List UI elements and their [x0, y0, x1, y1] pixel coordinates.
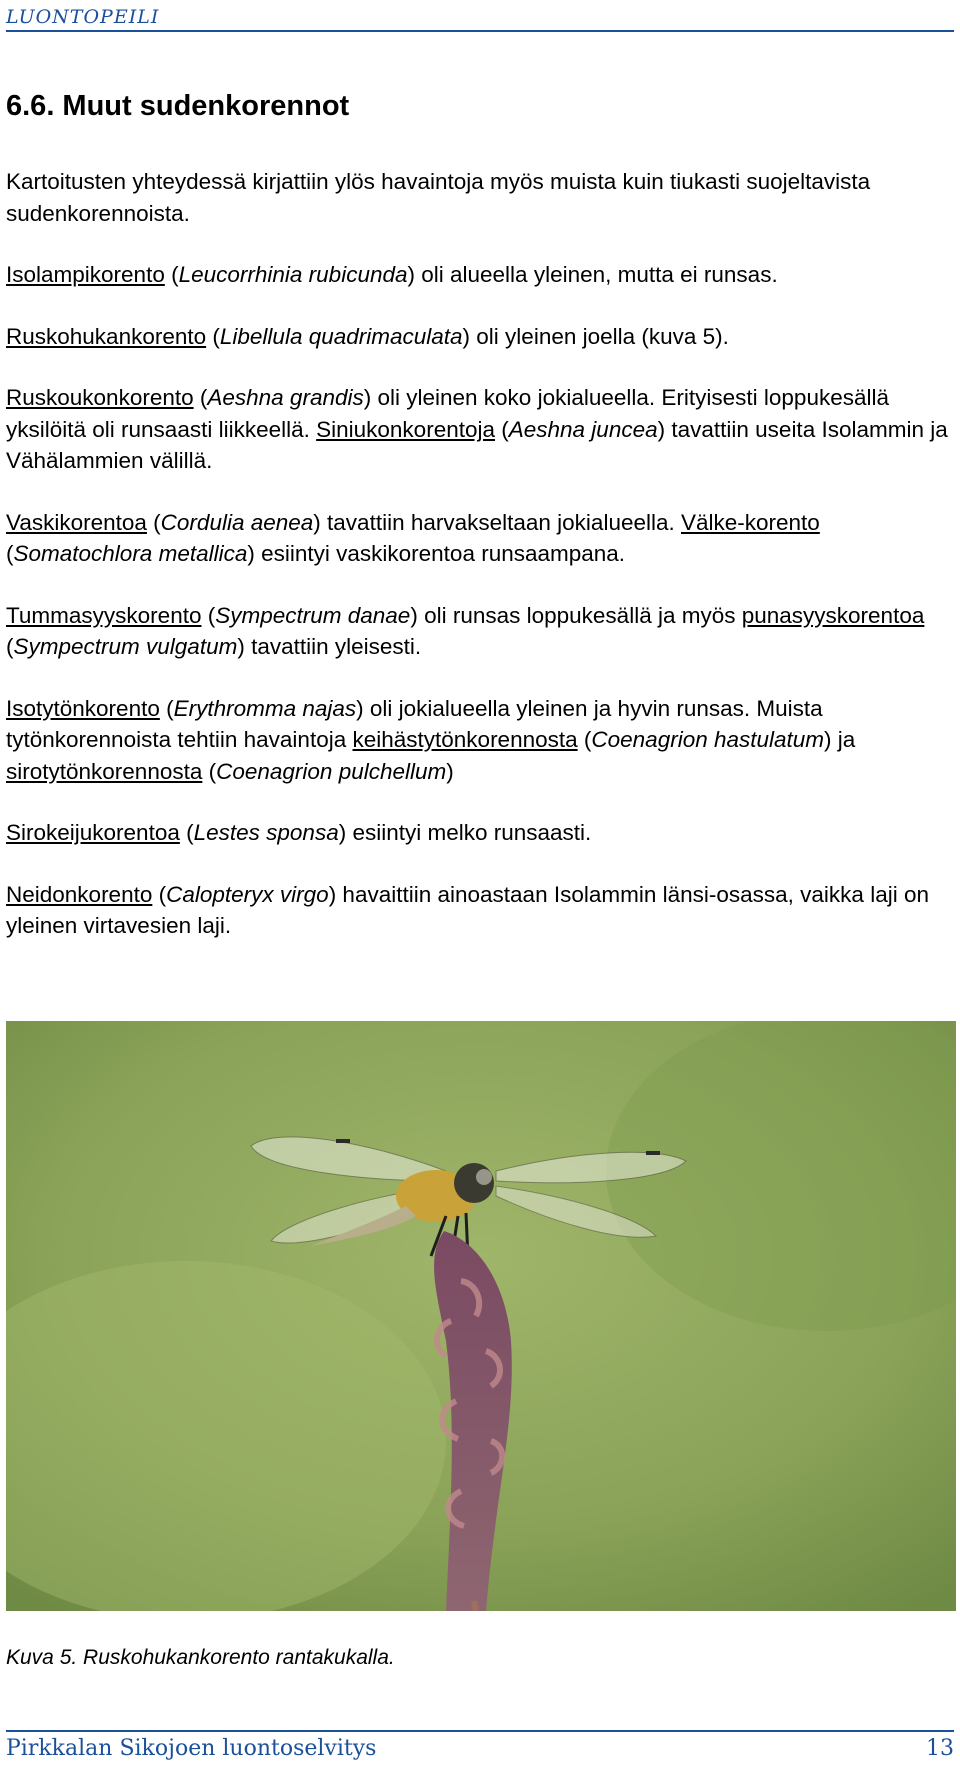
paragraph-isotytonkorento: Isotytönkorento (Erythromma najas) oli jokialueella yleinen ja hyvin runsas. Muista tytönkorennoista tehtiin havaintoja keihästytönkorennosta (Coenagrion hastulatum) ja sirotytönkorennosta (Coenagrion pulchellum) [6, 695, 856, 784]
page-header [6, 6, 954, 32]
latin-name: Sympectrum danae [215, 602, 411, 628]
figure-caption: Kuva 5. Ruskohukankorento rantakukalla. [6, 1646, 395, 1669]
paragraph-neidonkorento: Neidonkorento (Calopteryx virgo) havaittiin ainoastaan Isolammin länsi-osassa, vaikka laji on yleinen virtavesien laji. [6, 881, 929, 938]
species-name: Vaskikorentoa [6, 509, 147, 535]
species-name: Isolampikorento [6, 262, 165, 287]
latin-name: Aeshna juncea [508, 416, 658, 442]
header-title: LUONTOPEILI [6, 6, 160, 28]
latin-name: Leucorrhinia rubicunda [178, 262, 408, 287]
dragonfly-photo [6, 1021, 956, 1611]
latin-name: Sympectrum vulgatum [13, 634, 238, 659]
paragraph-sirokeijukorento: Sirokeijukorentoa (Lestes sponsa) esiintyi melko runsaasti. [6, 820, 592, 845]
page-number: 13 [926, 1736, 954, 1761]
latin-name: Calopteryx virgo [166, 881, 329, 907]
latin-name: Erythromma najas [173, 695, 357, 721]
species-name: Tummasyyskorento [6, 602, 202, 628]
latin-name: Lestes sponsa [193, 820, 339, 845]
paragraph-ruskohukankorento: Ruskohukankorento (Libellula quadrimaculata) oli yleinen joella (kuva 5). [6, 323, 729, 349]
paragraph-isolampikorento: Isolampikorento (Leucorrhinia rubicunda) oli alueella yleinen, mutta ei runsas. [6, 262, 778, 287]
paragraph-intro: Kartoitusten yhteydessä kirjattiin ylös havaintoja myös muista kuin tiukasti suojeltavista sudenkorennoista. [6, 169, 871, 226]
page-footer [6, 1730, 954, 1762]
species-name: Ruskohukankorento [6, 323, 207, 349]
species-name: Sirokeijukorentoa [6, 820, 180, 845]
species-name: punasyyskorentoa [741, 602, 925, 628]
latin-name: Libellula quadrimaculata [219, 323, 463, 349]
paragraph-tummasyyskorento: Tummasyyskorento (Sympectrum danae) oli runsas loppukesällä ja myös punasyyskorentoa (Sympectrum vulgatum) tavattiin yleisesti. [6, 602, 925, 659]
latin-name: Somatochlora metallica [13, 541, 248, 566]
dragonfly-on-flower-image [6, 1021, 956, 1611]
species-name: Siniukonkorentoja [316, 416, 495, 442]
latin-name: Aeshna grandis [207, 385, 364, 410]
paragraph-vaskikorento: Vaskikorentoa (Cordulia aenea) tavattiin harvakseltaan jokialueella. Välke-korento (Somatochlora metallica) esiintyi vaskikorentoa runsaampana. [6, 509, 820, 566]
species-name: Välke-korento [681, 509, 820, 535]
footer-title: Pirkkalan Sikojoen luontoselvitys [6, 1736, 377, 1761]
latin-name: Cordulia aenea [160, 509, 314, 535]
species-name: Ruskoukonkorento [6, 385, 194, 410]
species-name: Isotytönkorento [6, 695, 160, 721]
latin-name: Coenagrion hastulatum [591, 727, 825, 752]
species-name: sirotytönkorennosta [6, 758, 203, 784]
species-name: Neidonkorento [6, 881, 153, 907]
species-name: keihästytönkorennosta [352, 727, 578, 752]
latin-name: Coenagrion pulchellum [216, 758, 447, 784]
paragraph-ruskoukonkorento: Ruskoukonkorento (Aeshna grandis) oli yleinen koko jokialueella. Erityisesti loppukesällä yksilöitä oli runsaasti liikkeellä. Siniukonkorentoja (Aeshna juncea) tavattiin useita Isolammin ja Vähälammien välillä. [6, 385, 948, 473]
body-text [6, 166, 954, 972]
section-title: 6.6. Muut sudenkorennot [6, 90, 350, 122]
